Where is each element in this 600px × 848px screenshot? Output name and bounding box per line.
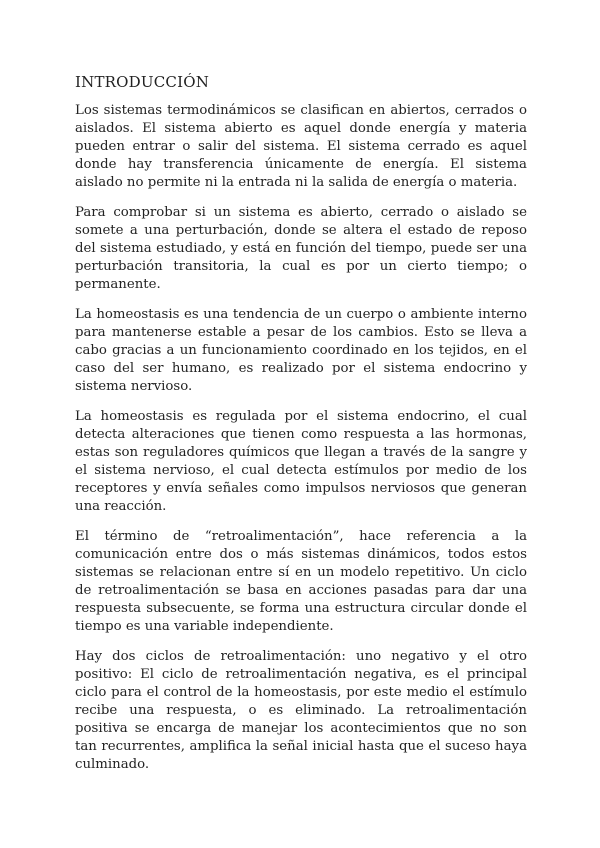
section-title: INTRODUCCIÓN — [75, 73, 210, 91]
paragraph-3: La homeostasis es una tendencia de un cuerpo o ambiente interno para mantenerse estable a pesar de los cambios. Esto se lleva a cabo gracias a un funcionamiento coordinado en los tejidos, en el caso del ser humano, es realizado por el sistema endocrino y sistema nervioso. — [75, 307, 527, 394]
paragraph-1: Los sistemas termodinámicos se clasifican en abiertos, cerrados o aislados. El sistema abierto es aquel donde energía y materia pueden entrar o salir del sistema. El sistema cerrado es aquel donde hay transferencia únicamente de energía. El sistema aislado no permite ni la entrada ni la salida de energía o materia. — [75, 103, 527, 190]
paragraph-2: Para comprobar si un sistema es abierto, cerrado o aislado se somete a una perturbación, donde se altera el estado de reposo del sistema estudiado, y está en función del tiempo, puede ser una perturbación transitoria, la cual es por un cierto tiempo; o permanente. — [75, 205, 527, 292]
paragraph-5: El término de “retroalimentación”, hace referencia a la comunicación entre dos o más sistemas dinámicos, todos estos sistemas se relacionan entre sí en un modelo repetitivo. Un ciclo de retroalimentación se basa en acciones pasadas para dar una respuesta subsecuente, se forma una estructura circular donde el tiempo es una variable independiente. — [75, 529, 527, 634]
paragraph-4: La homeostasis es regulada por el sistema endocrino, el cual detecta alteraciones que tienen como respuesta a las hormonas, estas son reguladores químicos que llegan a través de la sangre y el sistema nervioso, el cual detecta estímulos por medio de los receptores y envía señales como impulsos nerviosos que generan una reacción. — [75, 409, 527, 514]
paragraph-6: Hay dos ciclos de retroalimentación: uno negativo y el otro positivo: El ciclo de retroalimentación negativa, es el principal ciclo para el control de la homeostasis, por este medio el estímulo recibe una respuesta, o es eliminado. La retroalimentación positiva se encarga de manejar los acontecimientos que no son tan recurrentes, amplifica la señal inicial hasta que el suceso haya culminado. — [75, 649, 527, 772]
document-page — [75, 70, 527, 786]
